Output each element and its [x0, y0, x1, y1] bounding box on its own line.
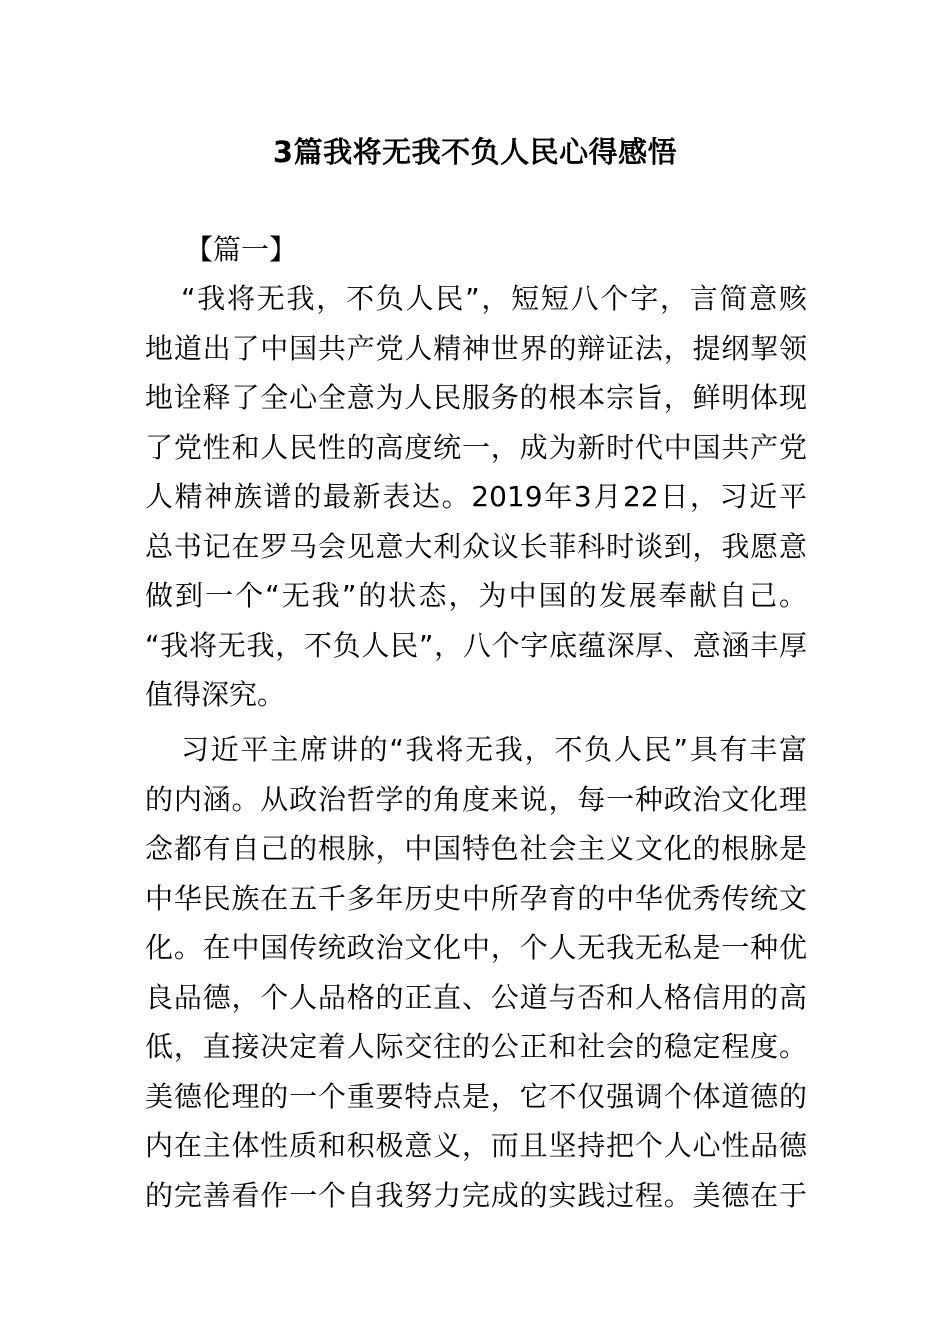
paragraph-line: 值得深究。 [145, 678, 286, 711]
paragraph-line: 人精神族谱的最新表达。2019年3月22日，习近平 [145, 480, 807, 513]
paragraph-line: 中华民族在五千多年历史中所孕育的中华优秀传统文 [145, 881, 807, 915]
paragraph-line: 良品德，个人品格的正直、公道与否和人格信用的高 [145, 980, 807, 1014]
paragraph-line: 做到一个“无我”的状态，为中国的发展奉献自己。 [145, 579, 807, 612]
paragraph-2 [145, 725, 807, 1220]
paragraph-line: 的内涵。从政治哲学的角度来说，每一种政治文化理 [145, 782, 807, 816]
paragraph-line: 美德伦理的一个重要特点是，它不仅强调个体道德的 [145, 1079, 807, 1113]
paragraph-line: 化。在中国传统政治文化中，个人无我无私是一种优 [145, 931, 807, 964]
paragraph-line: 低，直接决定着人际交往的公正和社会的稳定程度。 [145, 1030, 807, 1063]
paragraph-line: 了党性和人民性的高度统一，成为新时代中国共产党 [145, 430, 807, 464]
paragraph-line: “我将无我，不负人民”，八个字底蕴深厚、意涵丰厚 [145, 628, 807, 662]
section-label: 【篇一】 [185, 233, 298, 266]
paragraph-line: 地诠释了全心全意为人民服务的根本宗旨，鲜明体现 [145, 381, 807, 414]
document-title: 3篇我将无我不负人民心得感悟 [272, 135, 678, 169]
paragraph-line: 念都有自己的根脉，中国特色社会主义文化的根脉是 [145, 832, 807, 865]
paragraph-line: 习近平主席讲的“我将无我，不负人民”具有丰富 [181, 733, 807, 766]
paragraph-1 [145, 274, 807, 720]
paragraph-line: 地道出了中国共产党人精神世界的辩证法，提纲挈领 [145, 331, 807, 365]
paragraph-line: 的完善看作一个自我努力完成的实践过程。美德在于 [145, 1178, 807, 1212]
paragraph-line: “我将无我，不负人民”，短短八个字，言简意赅 [181, 282, 807, 315]
paragraph-line: 内在主体性质和积极意义，而且坚持把个人心性品德 [145, 1129, 807, 1162]
paragraph-line: 总书记在罗马会见意大利众议长菲科时谈到，我愿意 [145, 529, 807, 563]
